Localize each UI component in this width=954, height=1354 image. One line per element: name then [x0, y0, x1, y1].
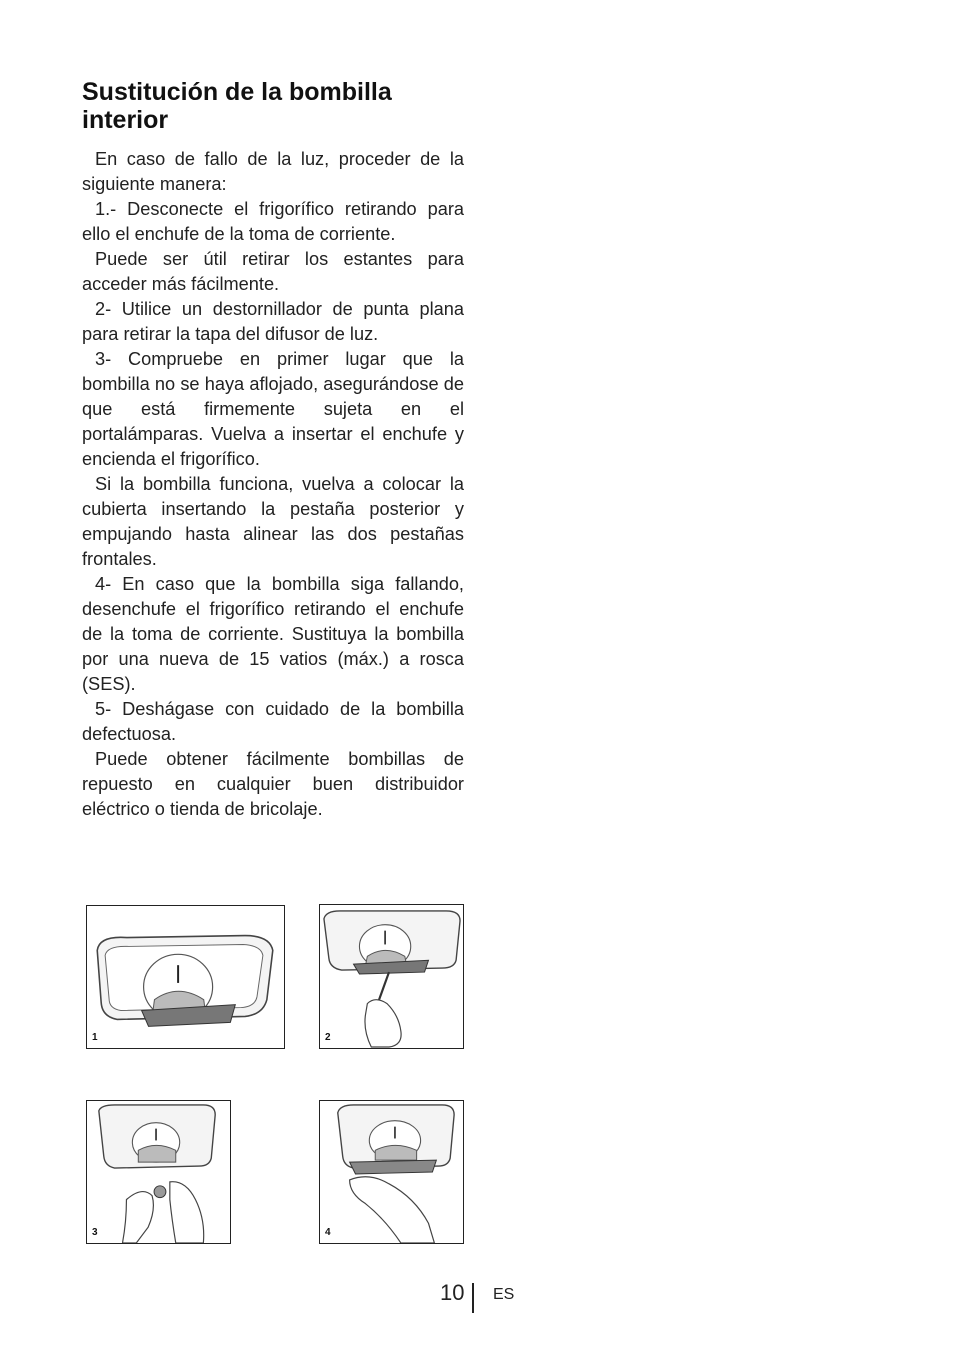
paragraph: 3- Compruebe en primer lugar que la bombilla no se haya aflojado, asegurándose de que está firmemente sujeta en el portalámparas. Vuelva a insertar el enchufe y encienda el frigorífico.: [82, 349, 464, 469]
figure-number: 2: [325, 1032, 331, 1043]
lamp-housing-icon: [87, 906, 284, 1048]
paragraph: 1.- Desconecte el frigorífico retirando para ello el enchufe de la toma de corriente.: [82, 199, 464, 244]
footer-divider: [472, 1283, 474, 1313]
paragraph: En caso de fallo de la luz, proceder de la siguiente manera:: [82, 149, 464, 194]
paragraph: 4- En caso que la bombilla siga fallando, desenchufe el frigorífico retirando el enchufe de la toma de corriente. Sustituya la bombilla por una nueva de 15 vatios (máx.) a rosca (SES).: [82, 574, 464, 694]
figure-number: 3: [92, 1227, 98, 1238]
hand-replacing-cover-icon: [320, 1101, 463, 1243]
paragraph: 5- Deshágase con cuidado de la bombilla defectuosa.: [82, 699, 464, 744]
page-number: 10: [440, 1280, 465, 1305]
figure-4: [319, 1100, 464, 1244]
instructions-text: [82, 147, 464, 822]
paragraph: Puede obtener fácilmente bombillas de repuesto en cualquier buen distribuidor eléctrico o tienda de bricolaje.: [82, 749, 464, 819]
figure-2: [319, 904, 464, 1049]
hands-checking-bulb-icon: [87, 1101, 230, 1243]
paragraph: 2- Utilice un destornillador de punta plana para retirar la tapa del difusor de luz.: [82, 299, 464, 344]
page-title: Sustitución de la bombilla interior: [82, 78, 392, 134]
figure-number: 1: [92, 1032, 98, 1043]
figure-1: [86, 905, 285, 1049]
figure-number: 4: [325, 1227, 331, 1238]
paragraph: Si la bombilla funciona, vuelva a colocar la cubierta insertando la pestaña posterior y empujando hasta alinear las dos pestañas frontales.: [82, 474, 464, 569]
screwdriver-removing-cover-icon: [320, 905, 463, 1048]
figure-3: [86, 1100, 231, 1244]
language-code: ES: [493, 1286, 515, 1303]
paragraph: Puede ser útil retirar los estantes para acceder más fácilmente.: [82, 249, 464, 294]
